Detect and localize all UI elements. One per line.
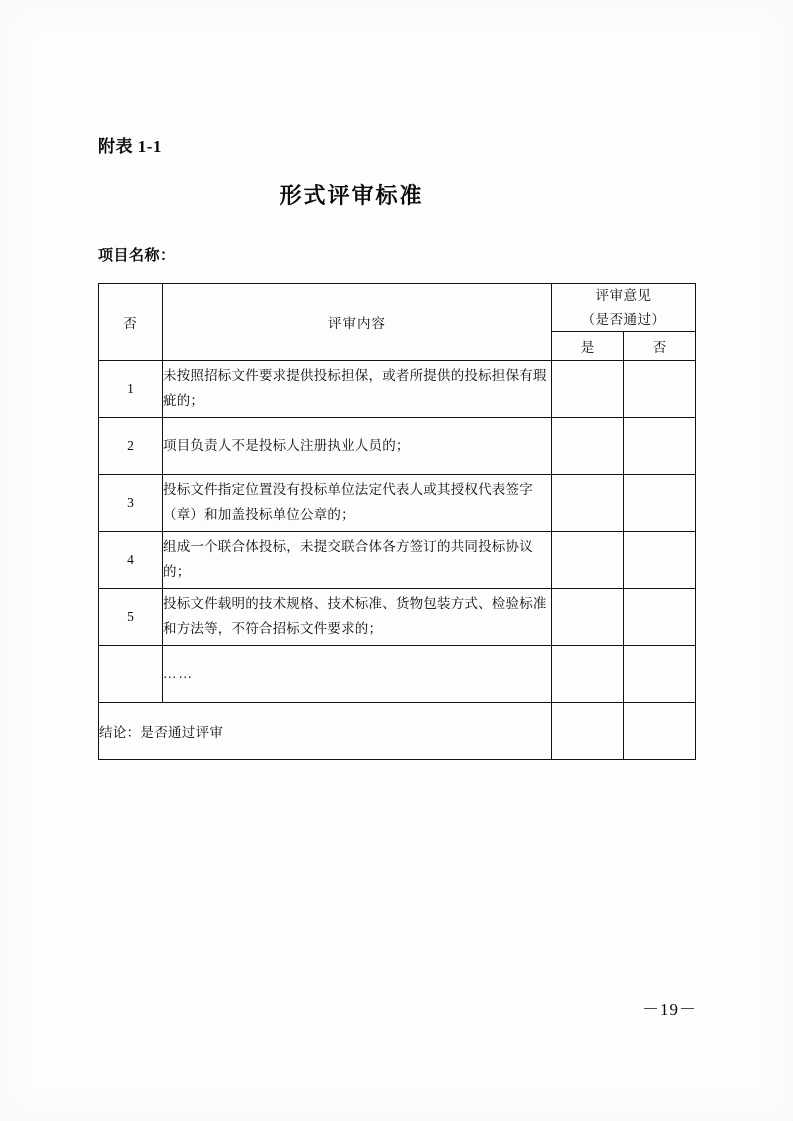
header-reject: 否 bbox=[624, 332, 696, 361]
row-no: 2 bbox=[99, 418, 163, 475]
table-body bbox=[99, 361, 696, 760]
row-content: 项目负责人不是投标人注册执业人员的； bbox=[163, 418, 552, 475]
row-reject-checkbox[interactable] bbox=[624, 589, 696, 646]
table-row bbox=[99, 532, 696, 589]
row-yes-checkbox[interactable] bbox=[552, 646, 624, 703]
row-no: 3 bbox=[99, 475, 163, 532]
table-conclusion-row bbox=[99, 703, 696, 760]
row-reject-checkbox[interactable] bbox=[624, 646, 696, 703]
row-reject-checkbox[interactable] bbox=[624, 475, 696, 532]
row-no: 1 bbox=[99, 361, 163, 418]
header-opinion bbox=[552, 284, 696, 332]
attachment-label: 附表 1-1 bbox=[98, 137, 162, 156]
conclusion-yes-checkbox[interactable] bbox=[552, 703, 624, 760]
row-yes-checkbox[interactable] bbox=[552, 475, 624, 532]
row-yes-checkbox[interactable] bbox=[552, 589, 624, 646]
row-content: 投标文件指定位置没有投标单位法定代表人或其授权代表签字（章）和加盖投标单位公章的； bbox=[163, 475, 552, 532]
row-no: 5 bbox=[99, 589, 163, 646]
header-yes: 是 bbox=[552, 332, 624, 361]
row-no bbox=[99, 646, 163, 703]
table-row bbox=[99, 361, 696, 418]
row-reject-checkbox[interactable] bbox=[624, 418, 696, 475]
page-number: －19－ bbox=[642, 1000, 697, 1019]
table-row bbox=[99, 475, 696, 532]
row-content: 投标文件载明的技术规格、技术标准、货物包装方式、检验标准和方法等，不符合招标文件要求的； bbox=[163, 589, 552, 646]
header-opinion-line1: 评审意见 bbox=[595, 288, 652, 303]
table-header-row-1 bbox=[99, 284, 696, 332]
row-reject-checkbox[interactable] bbox=[624, 361, 696, 418]
row-content: …… bbox=[163, 646, 552, 703]
row-yes-checkbox[interactable] bbox=[552, 532, 624, 589]
document-body bbox=[98, 132, 695, 760]
table-row bbox=[99, 418, 696, 475]
row-yes-checkbox[interactable] bbox=[552, 361, 624, 418]
form-review-table bbox=[98, 283, 696, 760]
table-row bbox=[99, 589, 696, 646]
table-row bbox=[99, 646, 696, 703]
row-content: 组成一个联合体投标，未提交联合体各方签订的共同投标协议的； bbox=[163, 532, 552, 589]
header-content: 评审内容 bbox=[163, 284, 552, 361]
conclusion-reject-checkbox[interactable] bbox=[624, 703, 696, 760]
row-no: 4 bbox=[99, 532, 163, 589]
header-no: 否 bbox=[99, 284, 163, 361]
project-name-label: 项目名称： bbox=[98, 248, 176, 264]
row-yes-checkbox[interactable] bbox=[552, 418, 624, 475]
row-reject-checkbox[interactable] bbox=[624, 532, 696, 589]
page-title: 形式评审标准 bbox=[279, 183, 424, 208]
row-content: 未按照招标文件要求提供投标担保，或者所提供的投标担保有瑕疵的； bbox=[163, 361, 552, 418]
header-opinion-line2: （是否通过） bbox=[581, 311, 666, 327]
conclusion-label: 结论：是否通过评审 bbox=[99, 703, 552, 760]
table-header bbox=[99, 284, 696, 361]
